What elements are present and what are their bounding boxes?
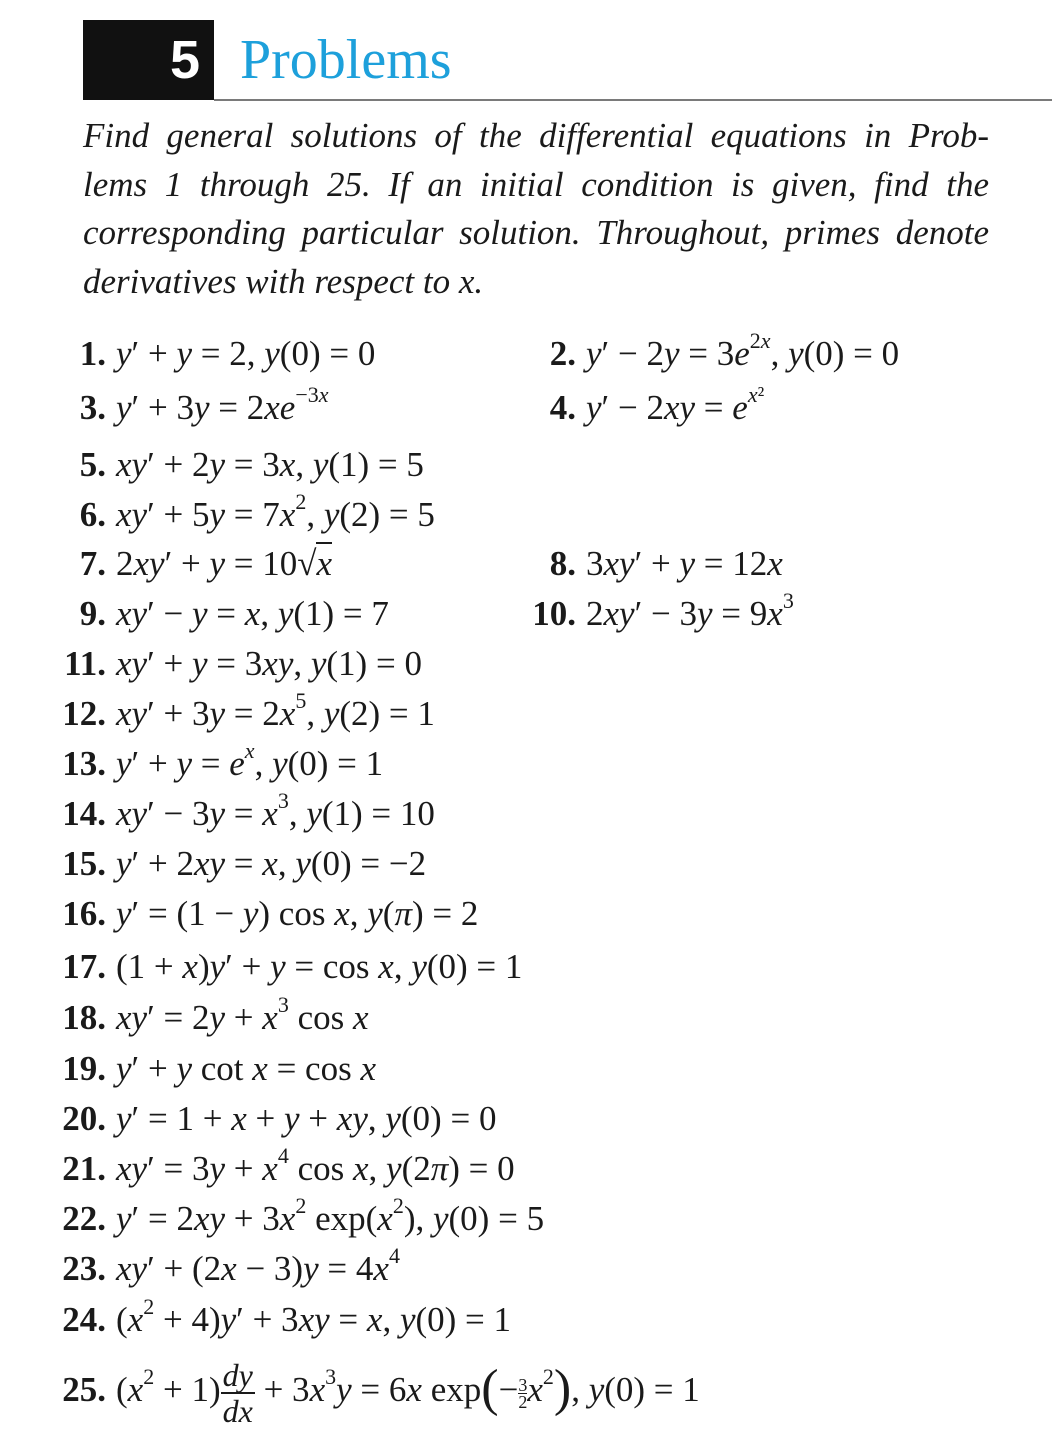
section-header xyxy=(83,20,1052,104)
problem-number: 10. xyxy=(532,594,576,633)
problem-8 xyxy=(538,540,783,588)
problem-23 xyxy=(52,1245,400,1293)
problem-number: 7. xyxy=(79,544,106,583)
problem-number: 21. xyxy=(62,1149,106,1188)
problem-number: 16. xyxy=(62,894,106,933)
problem-13 xyxy=(52,740,383,788)
problem-number: 14. xyxy=(62,794,106,833)
problem-21 xyxy=(52,1145,515,1193)
problem-number: 3. xyxy=(79,388,106,427)
problem-equation: $y' + y = e^x$, y(0) = 1 xyxy=(116,738,384,783)
problem-6 xyxy=(52,491,435,539)
problem-number: 1. xyxy=(79,334,106,373)
problem-equation: $(x^2 + 1)$ $\frac{dy}{dx}$ + $3x^3y = 6x$ exp(− $\frac{3}{2}$ $x^2$), y(0) = 1 xyxy=(116,1357,700,1429)
problem-equation: $y' = 2xy + 3x^2$ $\exp(x^2)$, y(0) = 5 xyxy=(116,1193,545,1238)
problem-7 xyxy=(52,540,332,588)
problem-number: 2. xyxy=(549,334,576,373)
problem-number: 23. xyxy=(62,1249,106,1288)
problem-14 xyxy=(52,790,435,838)
problem-equation: y′ = 1 + x + y + xy, y(0) = 0 xyxy=(116,1099,497,1138)
problem-24 xyxy=(52,1296,511,1344)
problem-22 xyxy=(52,1195,544,1243)
problem-number: 25. xyxy=(62,1370,106,1410)
problem-17 xyxy=(52,943,522,991)
section-number-box xyxy=(83,20,214,100)
problem-number: 4. xyxy=(549,388,576,427)
problem-equation: 3xy′ + y = 12x xyxy=(586,544,783,583)
problem-equation: $xy' + 5y = 7x^2$, y(2) = 5 xyxy=(116,489,435,534)
problem-15 xyxy=(52,840,426,888)
problem-equation: 2xy′ + y = 10√x xyxy=(116,544,333,583)
problem-number: 8. xyxy=(549,544,576,583)
problem-equation: $xy' - 3y = x^3$, y(1) = 10 xyxy=(116,788,435,833)
problem-number: 17. xyxy=(62,947,106,986)
problem-number: 12. xyxy=(62,694,106,733)
problem-10 xyxy=(518,590,794,638)
problem-12 xyxy=(52,690,435,738)
problem-number: 22. xyxy=(62,1199,106,1238)
problem-equation: (1 + x)y′ + y = cos x, y(0) = 1 xyxy=(116,947,523,986)
problem-number: 15. xyxy=(62,844,106,883)
problem-number: 9. xyxy=(79,594,106,633)
problem-equation: y′ = (1 − y) cos x, y(π) = 2 xyxy=(116,894,479,933)
problem-number: 6. xyxy=(79,495,106,534)
problem-equation: $2xy' - 3y = 9x^3$ xyxy=(586,588,794,633)
problem-equation: $xy' = 2y + x^3$ cos x xyxy=(116,992,369,1037)
problem-equation: y′ + y cot x = cos x xyxy=(116,1049,377,1088)
problem-number: 20. xyxy=(62,1099,106,1138)
problem-equation: xy′ + y = 3xy, y(1) = 0 xyxy=(116,644,422,683)
problem-equation: $y' + 3y = 2xe^{-3x}$ xyxy=(116,382,329,427)
instructions-line: corresponding particular solution. Throughout, primes denote xyxy=(83,213,989,252)
problem-11 xyxy=(52,640,422,688)
problem-16 xyxy=(52,890,478,938)
problem-equation: $xy' + 3y = 2x^5$, y(2) = 1 xyxy=(116,688,435,733)
problem-2 xyxy=(538,330,899,378)
problem-1 xyxy=(52,330,375,378)
problem-equation: y′ + y = 2, y(0) = 0 xyxy=(116,334,376,373)
problem-equation: $xy' + (2x - 3)y = 4x^4$ xyxy=(116,1243,400,1288)
problem-25 xyxy=(52,1358,700,1428)
problem-3 xyxy=(52,384,329,432)
problem-number: 18. xyxy=(62,998,106,1037)
problem-equation: $(x^2 + 4)y' + 3xy = x$, y(0) = 1 xyxy=(116,1294,512,1339)
problem-equation: xy′ − y = x, y(1) = 7 xyxy=(116,594,389,633)
problem-number: 11. xyxy=(64,644,106,683)
section-title: Problems xyxy=(240,29,452,91)
problem-number: 19. xyxy=(62,1049,106,1088)
problem-19 xyxy=(52,1045,376,1093)
problem-9 xyxy=(52,590,389,638)
problem-4 xyxy=(538,384,764,432)
problem-equation: $y' - 2xy = e^{x^2}$ xyxy=(586,382,765,427)
instructions-line: Find general solutions of the differential equations in Prob- xyxy=(83,116,989,155)
problem-20 xyxy=(52,1095,496,1143)
problem-number: 13. xyxy=(62,744,106,783)
instructions-line: derivatives with respect to x. xyxy=(83,261,484,301)
problem-equation: xy′ + 2y = 3x, y(1) = 5 xyxy=(116,445,424,484)
problem-18 xyxy=(52,994,369,1042)
problem-equation: $xy' = 3y + x^4$ cos x, y(2π) = 0 xyxy=(116,1143,515,1188)
problem-equation: $y' - 2y = 3e^{2x}$, y(0) = 0 xyxy=(586,328,900,373)
instructions-line: lems 1 through 25. If an initial condition is given, find the xyxy=(83,164,989,204)
section-number: 5 xyxy=(169,30,200,90)
problem-equation: y′ + 2xy = x, y(0) = −2 xyxy=(116,844,427,883)
problem-5 xyxy=(52,441,424,489)
problem-number: 24. xyxy=(62,1300,106,1339)
problem-number: 5. xyxy=(79,445,106,484)
instructions-paragraph xyxy=(83,112,989,306)
header-rule xyxy=(214,99,1052,101)
